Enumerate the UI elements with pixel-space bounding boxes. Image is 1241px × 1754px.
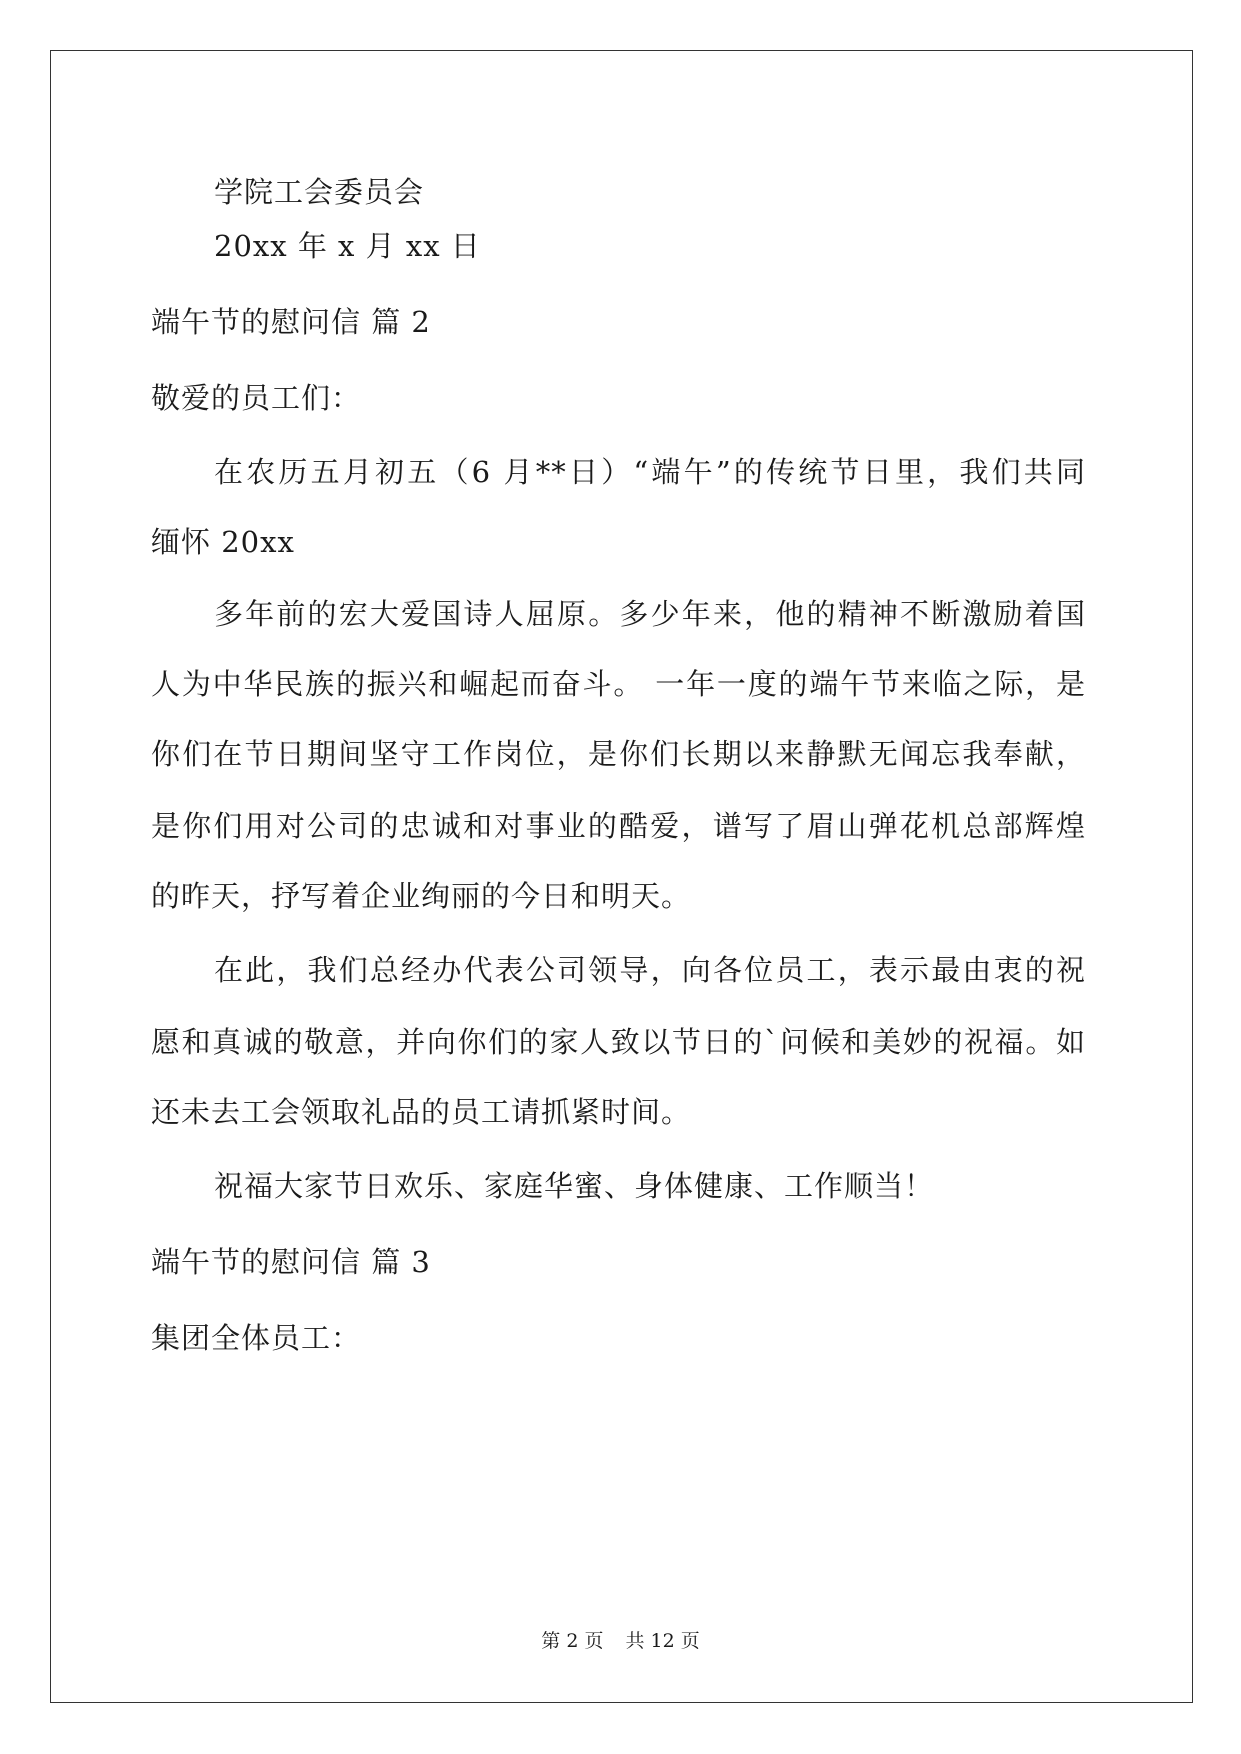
- salutation-3: 集团全体员工：: [151, 1321, 362, 1355]
- paragraph-line: 在此，我们总经办代表公司领导，向各位员工，表示最由衷的祝: [214, 953, 1086, 987]
- page-footer: [0, 1628, 1241, 1654]
- signature-organization: 学院工会委员会: [214, 175, 425, 209]
- page-total: 共 12 页: [625, 1630, 700, 1652]
- closing-wishes: 祝福大家节日欢乐、家庭华蜜、身体健康、工作顺当！: [214, 1169, 935, 1203]
- paragraph-line: 缅怀 20xx: [151, 525, 295, 559]
- paragraph-line: 还未去工会领取礼品的员工请抓紧时间。: [151, 1095, 692, 1129]
- section-heading-2: 端午节的慰问信 篇 2: [151, 305, 431, 339]
- page-number: 第 2 页: [541, 1630, 604, 1652]
- paragraph-line: 的昨天，抒写着企业绚丽的今日和明天。: [151, 879, 692, 913]
- signature-date: 20xx 年 x 月 xx 日: [214, 229, 481, 263]
- paragraph-line: 在农历五月初五（6 月**日）“端午”的传统节日里，我们共同: [214, 455, 1086, 489]
- paragraph-line: 你们在节日期间坚守工作岗位，是你们长期以来静默无闻忘我奉献，: [151, 737, 1086, 771]
- section-heading-3: 端午节的慰问信 篇 3: [151, 1245, 431, 1279]
- salutation-2: 敬爱的员工们：: [151, 381, 362, 415]
- paragraph-line: 愿和真诚的敬意，并向你们的家人致以节日的`问候和美妙的祝福。如: [151, 1025, 1086, 1059]
- paragraph-line: 是你们用对公司的忠诚和对事业的酷爱，谱写了眉山弹花机总部辉煌: [151, 809, 1086, 843]
- paragraph-line: 多年前的宏大爱国诗人屈原。多少年来，他的精神不断激励着国: [214, 597, 1086, 631]
- paragraph-line: 人为中华民族的振兴和崛起而奋斗。 一年一度的端午节来临之际，是: [151, 667, 1086, 701]
